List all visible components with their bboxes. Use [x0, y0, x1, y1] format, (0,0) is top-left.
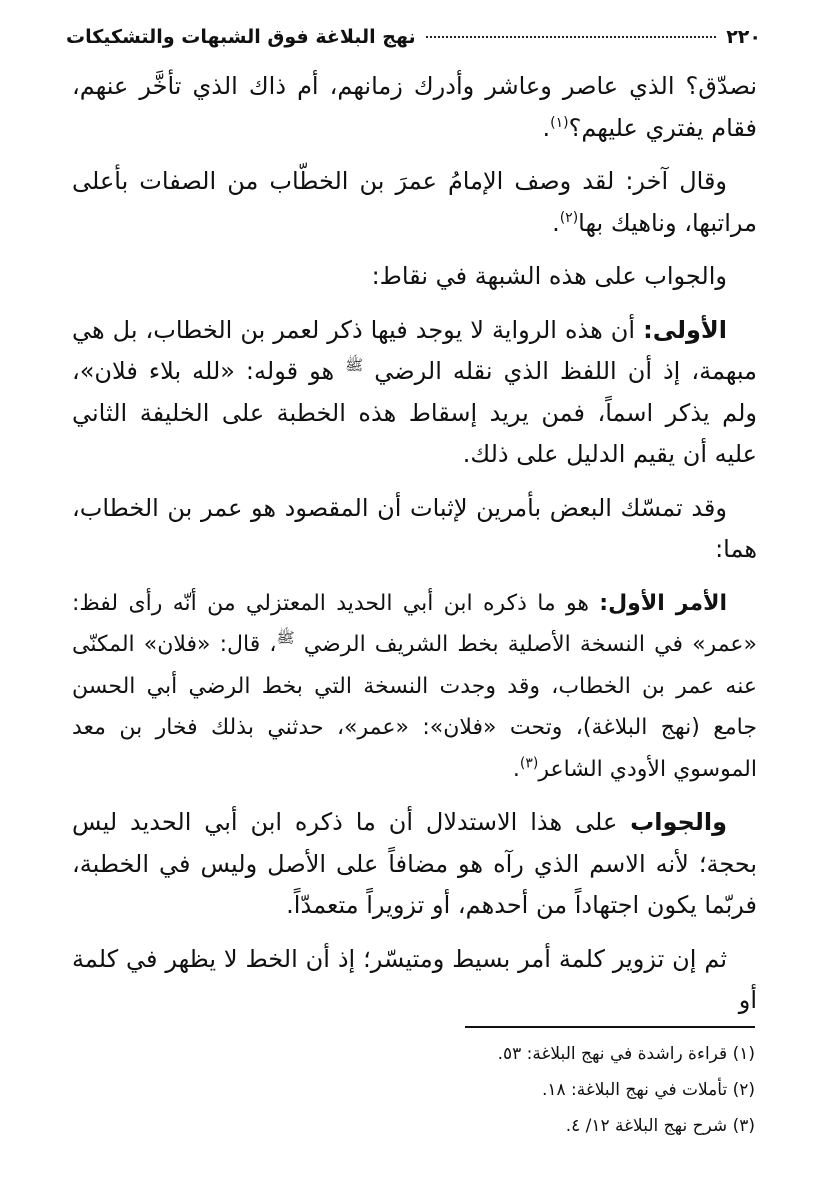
page-header	[66, 26, 761, 60]
footnote-ref-3[interactable]: (٣)	[519, 755, 539, 772]
paragraph-text: هو قوله: «لله بلاء فلان»، ولم يذكر اسماً، فمن يريد إسقاط هذه الخطبة على الخليفة الثاني عليه أن يقيم الدليل على ذلك.	[72, 357, 757, 468]
honorific-glyph: ﷺ	[345, 356, 364, 374]
footnote-ref-1[interactable]: (١)	[550, 114, 569, 131]
footnote-separator	[465, 1026, 755, 1028]
page-number: ٢٢٠	[726, 26, 761, 48]
paragraph-text: هو ما ذكره ابن أبي الحديد المعتزلي من أنّه رأى لفظ: «عمر» في النسخة الأصلية بخط الشريف الرضي	[72, 590, 757, 657]
paragraph-5	[72, 488, 757, 571]
paragraph-6	[72, 583, 757, 791]
lead-term-first: الأولى:	[643, 315, 727, 344]
paragraph-4	[72, 310, 757, 476]
footnote-1: (١) قراءة راشدة في نهج البلاغة: ٥٣.	[497, 1044, 755, 1064]
footnote-ref-2[interactable]: (٢)	[559, 209, 579, 226]
running-title: نهج البلاغة فوق الشبهات والتشكيكات	[66, 26, 416, 48]
paragraph-8	[72, 939, 757, 1022]
paragraph-text: على هذا الاستدلال أن ما ذكره ابن أبي الحديد ليس بحجة؛ لأنه الاسم الذي رآه هو مضافاً على الأصل وليس في الخطبة، فربّما يكون اجتهاداً من أحدهم، أو تزويراً متعمدّاً.	[72, 808, 757, 919]
paragraph-2	[72, 161, 757, 244]
paragraph-text: أن هذه الرواية لا يوجد فيها ذكر لعمر بن الخطاب، بل هي مبهمة، إذ أن اللفظ الذي نقله الرضي	[72, 315, 758, 385]
paragraph-text: وقد تمسّك البعض بأمرين لإثبات أن المقصود هو عمر بن الخطاب، هما:	[72, 493, 757, 563]
paragraph-text: .	[512, 756, 520, 782]
paragraph-1	[72, 66, 757, 149]
paragraph-text: والجواب على هذه الشبهة في نقاط:	[371, 262, 727, 290]
paragraph-text: نصدّق؟ الذي عاصر وعاشر وأدرك زمانهم، أم ذاك الذي تأخَّر عنهم، فقام يفتري عليهم؟	[72, 72, 757, 142]
paragraph-text: ثم إن تزوير كلمة أمر بسيط ومتيسّر؛ إذ أن الخط لا يظهر في كلمة أو	[72, 944, 757, 1014]
body-text	[72, 66, 757, 1034]
paragraph-3	[72, 256, 757, 298]
header-dot-leader	[426, 36, 717, 38]
lead-term-first-matter: الأمر الأول:	[599, 590, 727, 616]
paragraph-text: .	[552, 208, 560, 237]
paragraph-7	[72, 802, 757, 927]
honorific-glyph: ﷺ	[276, 628, 295, 647]
paragraph-text: ، قال: «فلان» المكنّى عنه عمر بن الخطاب، وقد وجدت النسخة التي بخط الرضي أبي الحسن جامع (نهج البلاغة)، وتحت «فلان»: «عمر»، حدثني بذلك فخار بن معد الموسوي الأودي الشاعر	[72, 632, 757, 782]
footnote-2: (٢) تأملات في نهج البلاغة: ١٨.	[541, 1080, 755, 1100]
paragraph-text: .	[542, 113, 551, 142]
lead-term-answer: والجواب	[630, 808, 727, 836]
paragraph-text: وقال آخر: لقد وصف الإمامُ عمرَ بن الخطّاب من الصفات بأعلى مراتبها، وناهيك بها	[72, 167, 757, 237]
footnotes	[72, 1036, 755, 1144]
footnote-3: (٣) شرح نهج البلاغة ١٢/ ٤.	[565, 1116, 755, 1136]
